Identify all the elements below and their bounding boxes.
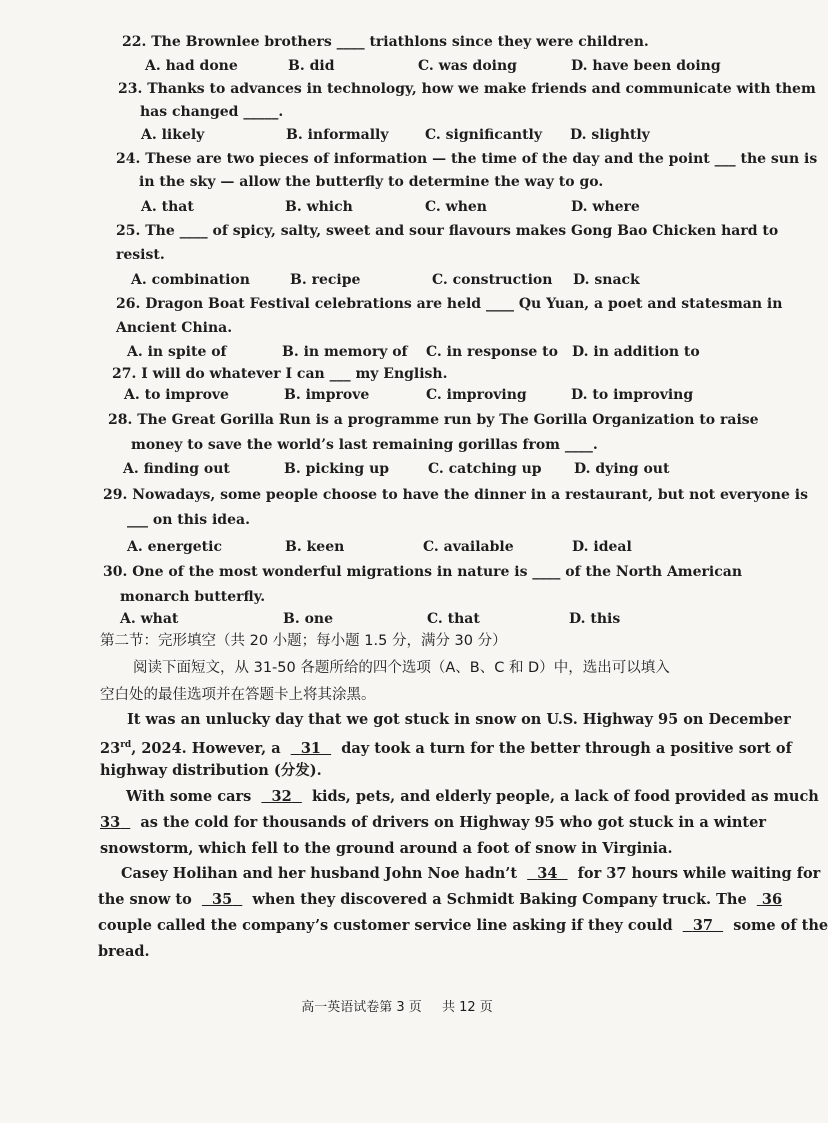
passage-line: It was an unlucky day that we got stuck in snow on U.S. Highway 95 on December [127, 711, 791, 728]
blank-number: 35 [212, 891, 233, 908]
blank-37 [683, 917, 723, 934]
question-28-options [0, 460, 794, 478]
blank-number: 31 [300, 739, 321, 757]
passage-text: day took a turn for the better through a positive sort of [341, 739, 792, 757]
passage-line [121, 865, 821, 883]
question-26-options [0, 343, 794, 361]
question-29-text: 29. Nowadays, some people choose to have the dinner in a restaurant, but not everyone is [103, 487, 808, 503]
date-suffix: rd [120, 740, 132, 750]
passage-line [100, 814, 766, 832]
page-footer [0, 996, 794, 1015]
question-22-options [0, 57, 794, 75]
footer-total-pages: 共 12 页 [441, 1000, 493, 1015]
passage-text: Casey Holihan and her husband John Noe hadn’t [121, 865, 518, 882]
blank-number: 32 [271, 788, 292, 805]
question-30-text-cont: monarch butterfly. [120, 589, 266, 605]
option-d: D. to improving [571, 387, 694, 403]
question-25-text: 25. The ____ of spicy, salty, sweet and sour flavours makes Gong Bao Chicken hard to [116, 223, 779, 239]
option-d: D. ideal [572, 539, 632, 555]
option-c: C. was doing [418, 58, 517, 74]
passage-line [98, 917, 828, 935]
passage-text: couple called the company’s customer service line asking if they could [98, 917, 673, 934]
passage-text: for 37 hours while waiting for [577, 865, 821, 882]
passage-text: kids, pets, and elderly people, a lack of food provided as much [311, 788, 819, 805]
option-d: D. snack [573, 272, 640, 288]
option-c: C. significantly [425, 127, 543, 143]
question-23-options [0, 126, 794, 144]
option-b: B. keen [285, 539, 345, 555]
blank-34 [527, 865, 567, 882]
passage-line: snowstorm, which fell to the ground around a foot of snow in Virginia. [100, 840, 673, 857]
question-24-text-cont: in the sky — allow the butterfly to determine the way to go. [139, 174, 604, 190]
section-heading: 第二节：完形填空（共 20 小题；每小题 1.5 分，满分 30 分） [100, 633, 507, 649]
question-22-text: 22. The Brownlee brothers ____ triathlons since they were children. [122, 34, 649, 50]
question-28-text: 28. The Great Gorilla Run is a programme run by The Gorilla Organization to raise [108, 412, 759, 428]
question-30-text: 30. One of the most wonderful migrations in nature is ____ of the North American [103, 564, 742, 580]
blank-number: 37 [692, 917, 713, 934]
option-c: C. construction [432, 272, 553, 288]
blank-number: 36 [761, 891, 783, 908]
option-a: A. what [120, 611, 179, 627]
question-26-text-cont: Ancient China. [116, 320, 233, 336]
blank-number: 34 [537, 865, 558, 882]
question-27-text: 27. I will do whatever I can ___ my English. [112, 366, 448, 382]
question-25-options [0, 271, 794, 289]
option-b: B. recipe [290, 272, 361, 288]
option-b: B. in memory of [282, 344, 408, 360]
option-c: C. that [427, 611, 480, 627]
option-d: D. have been doing [571, 58, 721, 74]
blank-number: 33 [100, 814, 121, 831]
date-day: 23 [100, 739, 121, 757]
question-29-options [0, 538, 794, 556]
option-d: D. in addition to [572, 344, 700, 360]
passage-line: highway distribution (分发). [100, 762, 322, 779]
option-a: A. in spite of [127, 344, 227, 360]
question-24-text: 24. These are two pieces of information — the time of the day and the point ___ the sun is [116, 151, 818, 167]
option-d: D. this [569, 611, 621, 627]
question-29-text-cont: ___ on this idea. [127, 512, 250, 528]
section-instruction-cont: 空白处的最佳选项并在答题卡上将其涂黑。 [100, 687, 376, 703]
option-c: C. when [425, 199, 487, 215]
question-28-text-cont: money to save the world’s last remaining gorillas from ____. [131, 437, 598, 453]
passage-text: With some cars [126, 788, 252, 805]
option-a: A. that [141, 199, 194, 215]
question-25-text-cont: resist. [116, 247, 165, 263]
question-23-text-cont: has changed _____. [140, 104, 284, 120]
option-b: B. one [283, 611, 334, 627]
option-a: A. likely [141, 127, 205, 143]
blank-31 [291, 740, 331, 757]
option-a: A. finding out [123, 461, 230, 477]
passage-text: , 2024. However, a [131, 739, 281, 757]
passage-line [98, 891, 783, 909]
footer-page-number: 高一英语试卷第 3 页 [301, 1000, 422, 1015]
option-a: A. combination [131, 272, 250, 288]
option-c: C. catching up [428, 461, 542, 477]
option-a: A. energetic [127, 539, 222, 555]
option-c: C. available [423, 539, 514, 555]
blank-35 [202, 891, 242, 908]
passage-text: as the cold for thousands of drivers on Highway 95 who got stuck in a winter [140, 814, 766, 831]
question-23-text: 23. Thanks to advances in technology, how we make friends and communicate with them [118, 81, 816, 97]
question-30-options [0, 610, 794, 628]
option-c: C. in response to [426, 344, 558, 360]
passage-text: the snow to [98, 891, 192, 908]
option-d: D. dying out [574, 461, 670, 477]
question-26-text: 26. Dragon Boat Festival celebrations are held ____ Qu Yuan, a poet and statesman in [116, 296, 783, 312]
question-27-options [0, 386, 794, 404]
option-b: B. informally [286, 127, 389, 143]
passage-text: some of the [733, 917, 828, 934]
passage-line: bread. [98, 943, 150, 960]
question-24-options [0, 198, 794, 216]
option-a: A. to improve [124, 387, 229, 403]
option-b: B. picking up [284, 461, 390, 477]
option-b: B. did [288, 58, 335, 74]
blank-36 [757, 891, 782, 908]
passage-line [126, 788, 819, 806]
section-instruction: 阅读下面短文，从 31-50 各题所给的四个选项（A、B、C 和 D）中，选出可以填入 [133, 660, 670, 676]
option-d: D. slightly [570, 127, 650, 143]
option-c: C. improving [426, 387, 527, 403]
option-a: A. had done [145, 58, 238, 74]
passage-line [100, 736, 792, 758]
blank-33 [100, 814, 130, 831]
option-d: D. where [571, 199, 640, 215]
blank-32 [261, 788, 301, 805]
option-b: B. improve [284, 387, 370, 403]
passage-text: when they discovered a Schmidt Baking Company truck. The [252, 891, 747, 908]
option-b: B. which [285, 199, 353, 215]
